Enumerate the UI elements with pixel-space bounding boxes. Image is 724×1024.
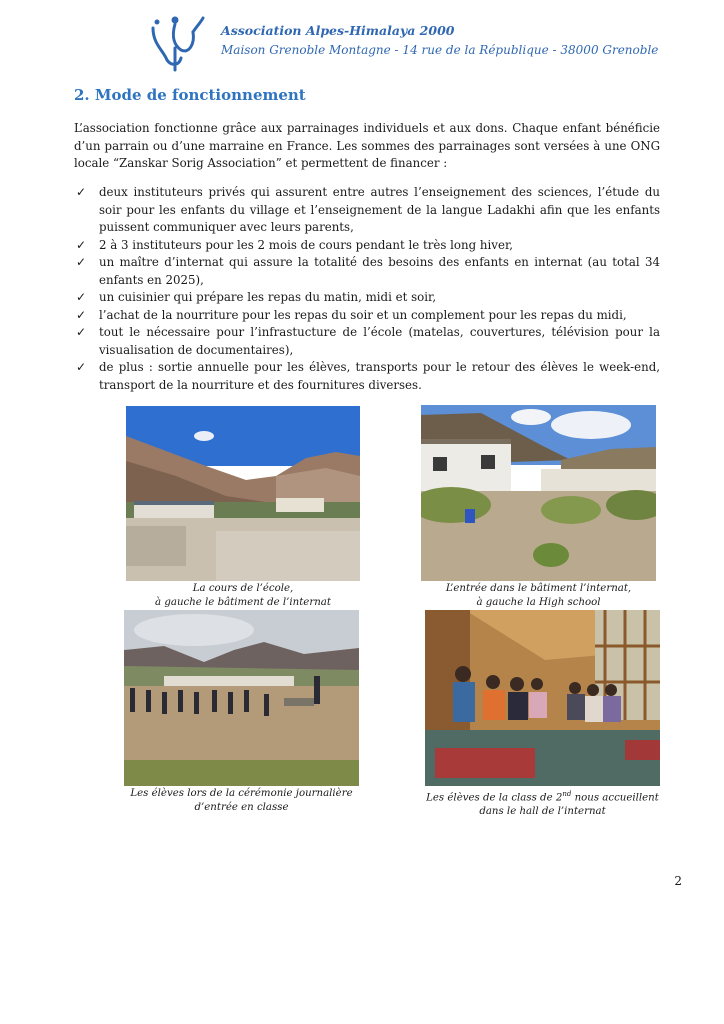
check-icon: ✓ [76, 290, 87, 304]
ordinal-suffix: nd [562, 790, 572, 798]
list-item-text: de plus : sortie annuelle pour les élèves, transports pour le retour des élèves le week-end, transport de la nourriture et des fournitures diverses. [99, 360, 660, 392]
caption-line: L’entrée dans le bâtiment l’internat, [445, 583, 632, 594]
list-item [74, 359, 660, 394]
photo-students-hall [425, 610, 660, 786]
intro-paragraph: L’association fonctionne grâce aux parrainages individuels et aux dons. Chaque enfant bénéficie d’un parrain ou d’une marraine en France. Les sommes des parrainages sont versées à une ONG locale “Zanskar Sorig Association” et permettent de financer : [74, 121, 660, 170]
check-icon: ✓ [76, 255, 87, 269]
list-item [74, 254, 660, 289]
page-number: 2 [674, 874, 682, 888]
list-item [74, 289, 660, 307]
photo-daily-ceremony [124, 610, 359, 786]
list-item [74, 184, 660, 237]
list-item-text: l’achat de la nourriture pour les repas du soir et un complement pour les repas du midi, [99, 307, 627, 322]
list-item-text: tout le nécessaire pour l’infrastucture de l’école (matelas, couvertures, télévision pour la visualisation de documentaires), [99, 325, 660, 357]
list-item-text: 2 à 3 instituteurs pour les 2 mois de cours pendant le très long hiver, [99, 237, 514, 252]
caption-boarding-entrance [421, 582, 656, 610]
caption-line: dans le hall de l’internat [479, 806, 606, 818]
funding-list [74, 184, 660, 394]
caption-text: Les élèves de la class de 2 [426, 792, 563, 804]
caption-line: à gauche le bâtiment de l’internat [155, 597, 331, 608]
section-title: 2. Mode de fonctionnement [74, 86, 306, 104]
organization-name: Association Alpes-Himalaya 2000 [221, 23, 455, 38]
check-icon: ✓ [76, 325, 87, 339]
association-logo [145, 14, 207, 72]
caption-line: La cours de l’école, [192, 583, 294, 594]
organization-address: Maison Grenoble Montagne - 14 rue de la République - 38000 Grenoble [221, 43, 659, 57]
letterhead [145, 14, 659, 74]
photo-school-courtyard [126, 406, 360, 581]
list-item [74, 237, 660, 255]
caption-line: d’entrée en classe [194, 802, 289, 813]
list-item-text: un cuisinier qui prépare les repas du matin, midi et soir, [99, 290, 437, 304]
caption-line [415, 787, 670, 805]
caption-line: à gauche la High school [476, 597, 601, 608]
caption-students-hall [415, 787, 670, 819]
check-icon: ✓ [76, 237, 87, 252]
caption-school-courtyard [126, 582, 360, 610]
caption-daily-ceremony [104, 787, 379, 815]
caption-text: nous accueillent [571, 792, 659, 804]
photo-boarding-entrance [421, 405, 656, 581]
check-icon: ✓ [76, 307, 87, 322]
list-item-text: deux instituteurs privés qui assurent entre autres l’enseignement des sciences, l’étude du soir pour les enfants du village et l’enseignement de la langue Ladakhi afin que les enfants puissent communiquer avec leurs parents, [99, 185, 660, 234]
list-item [74, 324, 660, 359]
list-item [74, 307, 660, 325]
check-icon: ✓ [76, 185, 87, 199]
check-icon: ✓ [76, 360, 87, 374]
list-item-text: un maître d’internat qui assure la totalité des besoins des enfants en internat (au total 34 enfants en 2025), [99, 255, 660, 287]
caption-line: Les élèves lors de la cérémonie journalière [130, 788, 353, 799]
